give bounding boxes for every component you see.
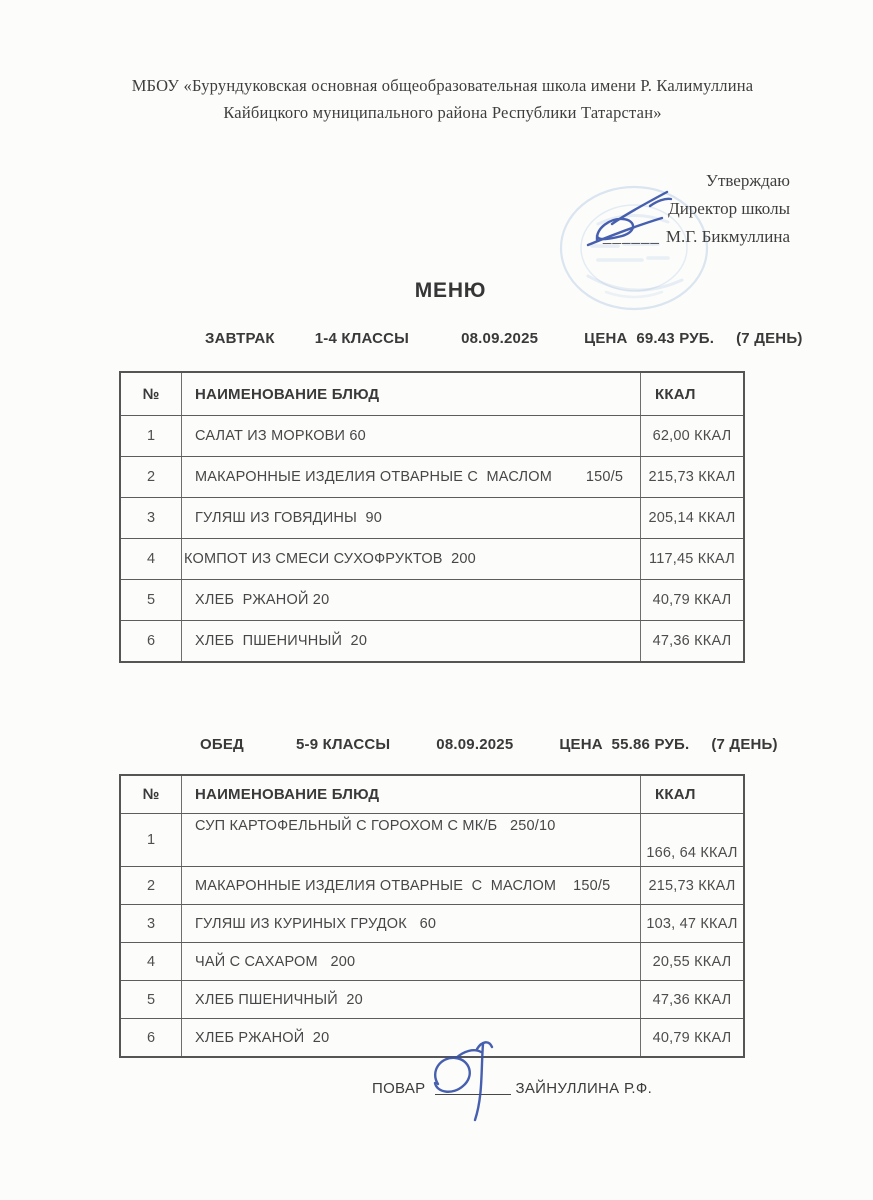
dish-kcal: 117,45 ККАЛ bbox=[649, 551, 735, 567]
lunch-table bbox=[119, 774, 745, 1058]
dish-kcal: 103, 47 ККАЛ bbox=[646, 915, 738, 932]
cook-line bbox=[372, 1080, 652, 1097]
dish-kcal: 20,55 ККАЛ bbox=[652, 953, 732, 970]
col-name-header: НАИМЕНОВАНИЕ БЛЮД bbox=[182, 776, 641, 813]
org-name-line2: Кайбицкого муниципального района Республики Татарстан» bbox=[223, 103, 662, 122]
table-header-row bbox=[121, 776, 743, 813]
dish-kcal: 47,36 ККАЛ bbox=[652, 991, 732, 1008]
day-label: (7 ДЕНЬ) bbox=[736, 330, 803, 347]
meal-label: ОБЕД bbox=[200, 736, 244, 753]
dish-kcal: 215,73 ККАЛ bbox=[648, 469, 736, 485]
cook-signature-line bbox=[435, 1080, 511, 1095]
table-row bbox=[121, 579, 743, 620]
breakfast-table bbox=[119, 371, 745, 663]
date-label: 08.09.2025 bbox=[436, 736, 514, 753]
dish-kcal: 40,79 ККАЛ bbox=[652, 592, 732, 608]
dish-kcal: 62,00 ККАЛ bbox=[652, 428, 732, 444]
breakfast-heading bbox=[205, 330, 803, 347]
dish-kcal: 166, 64 ККАЛ bbox=[646, 845, 738, 861]
signature-line: ______ bbox=[602, 227, 660, 246]
dish-name: САЛАТ ИЗ МОРКОВИ 60 bbox=[182, 416, 641, 456]
row-number: 4 bbox=[121, 539, 182, 579]
col-name-header: НАИМЕНОВАНИЕ БЛЮД bbox=[182, 373, 641, 415]
page-title: МЕНЮ bbox=[414, 279, 487, 302]
dish-kcal: 205,14 ККАЛ bbox=[648, 510, 736, 526]
col-number-header: № bbox=[121, 776, 182, 813]
table-row bbox=[121, 904, 743, 942]
row-number: 4 bbox=[121, 943, 182, 980]
row-number: 1 bbox=[121, 416, 182, 456]
row-number: 6 bbox=[121, 1019, 182, 1056]
day-label: (7 ДЕНЬ) bbox=[711, 736, 778, 753]
dish-name: СУП КАРТОФЕЛЬНЫЙ С ГОРОХОМ С МК/Б 250/10 bbox=[182, 814, 641, 866]
row-number: 2 bbox=[121, 457, 182, 497]
table-row bbox=[121, 538, 743, 579]
org-header bbox=[6, 72, 873, 126]
approval-block bbox=[603, 167, 790, 251]
director-name: М.Г. Бикмуллина bbox=[665, 227, 790, 246]
row-number: 6 bbox=[121, 621, 182, 661]
dish-name: ХЛЕБ ПШЕНИЧНЫЙ 20 bbox=[182, 621, 641, 661]
table-row bbox=[121, 456, 743, 497]
approve-label: Утверждаю bbox=[705, 171, 790, 190]
cook-name: ЗАЙНУЛЛИНА Р.Ф. bbox=[515, 1080, 653, 1097]
col-kcal-header: ККАЛ bbox=[655, 786, 696, 803]
dish-name: МАКАРОННЫЕ ИЗДЕЛИЯ ОТВАРНЫЕ С МАСЛОМ 150/5 bbox=[182, 457, 641, 497]
director-name-line bbox=[603, 223, 790, 251]
dish-kcal: 40,79 ККАЛ bbox=[652, 1029, 732, 1046]
classes-label: 5-9 КЛАССЫ bbox=[295, 736, 391, 753]
org-name-line1: МБОУ «Бурундуковская основная общеобразовательная школа имени Р. Калимуллина bbox=[131, 76, 754, 95]
dish-name: ГУЛЯШ ИЗ ГОВЯДИНЫ 90 bbox=[182, 498, 641, 538]
table-row bbox=[121, 980, 743, 1018]
dish-name: ХЛЕБ РЖАНОЙ 20 bbox=[182, 580, 641, 620]
lunch-heading bbox=[200, 736, 778, 753]
dish-name: КОМПОТ ИЗ СМЕСИ СУХОФРУКТОВ 200 bbox=[182, 539, 641, 579]
dish-kcal: 215,73 ККАЛ bbox=[648, 877, 736, 894]
row-number: 1 bbox=[121, 814, 182, 866]
row-number: 2 bbox=[121, 867, 182, 904]
row-number: 5 bbox=[121, 580, 182, 620]
row-number: 3 bbox=[121, 905, 182, 942]
col-kcal-header: ККАЛ bbox=[655, 385, 696, 403]
price-label: ЦЕНА 55.86 РУБ. bbox=[559, 736, 690, 753]
dish-name: МАКАРОННЫЕ ИЗДЕЛИЯ ОТВАРНЫЕ С МАСЛОМ 150/5 bbox=[182, 867, 641, 904]
table-row bbox=[121, 813, 743, 866]
cook-label: ПОВАР bbox=[372, 1080, 426, 1097]
table-row bbox=[121, 866, 743, 904]
table-row bbox=[121, 1018, 743, 1056]
col-number-header: № bbox=[121, 373, 182, 415]
dish-kcal: 47,36 ККАЛ bbox=[652, 633, 732, 649]
dish-name: ХЛЕБ РЖАНОЙ 20 bbox=[182, 1019, 641, 1056]
director-role: Директор школы bbox=[668, 199, 790, 218]
price-label: ЦЕНА 69.43 РУБ. bbox=[584, 330, 715, 347]
table-row bbox=[121, 415, 743, 456]
dish-name: ЧАЙ С САХАРОМ 200 bbox=[182, 943, 641, 980]
date-label: 08.09.2025 bbox=[461, 330, 539, 347]
table-row bbox=[121, 942, 743, 980]
meal-label: ЗАВТРАК bbox=[205, 330, 275, 347]
dish-name: ХЛЕБ ПШЕНИЧНЫЙ 20 bbox=[182, 981, 641, 1018]
row-number: 5 bbox=[121, 981, 182, 1018]
classes-label: 1-4 КЛАССЫ bbox=[314, 330, 410, 347]
dish-name: ГУЛЯШ ИЗ КУРИНЫХ ГРУДОК 60 bbox=[182, 905, 641, 942]
table-row bbox=[121, 620, 743, 661]
row-number: 3 bbox=[121, 498, 182, 538]
table-header-row bbox=[121, 373, 743, 415]
table-row bbox=[121, 497, 743, 538]
